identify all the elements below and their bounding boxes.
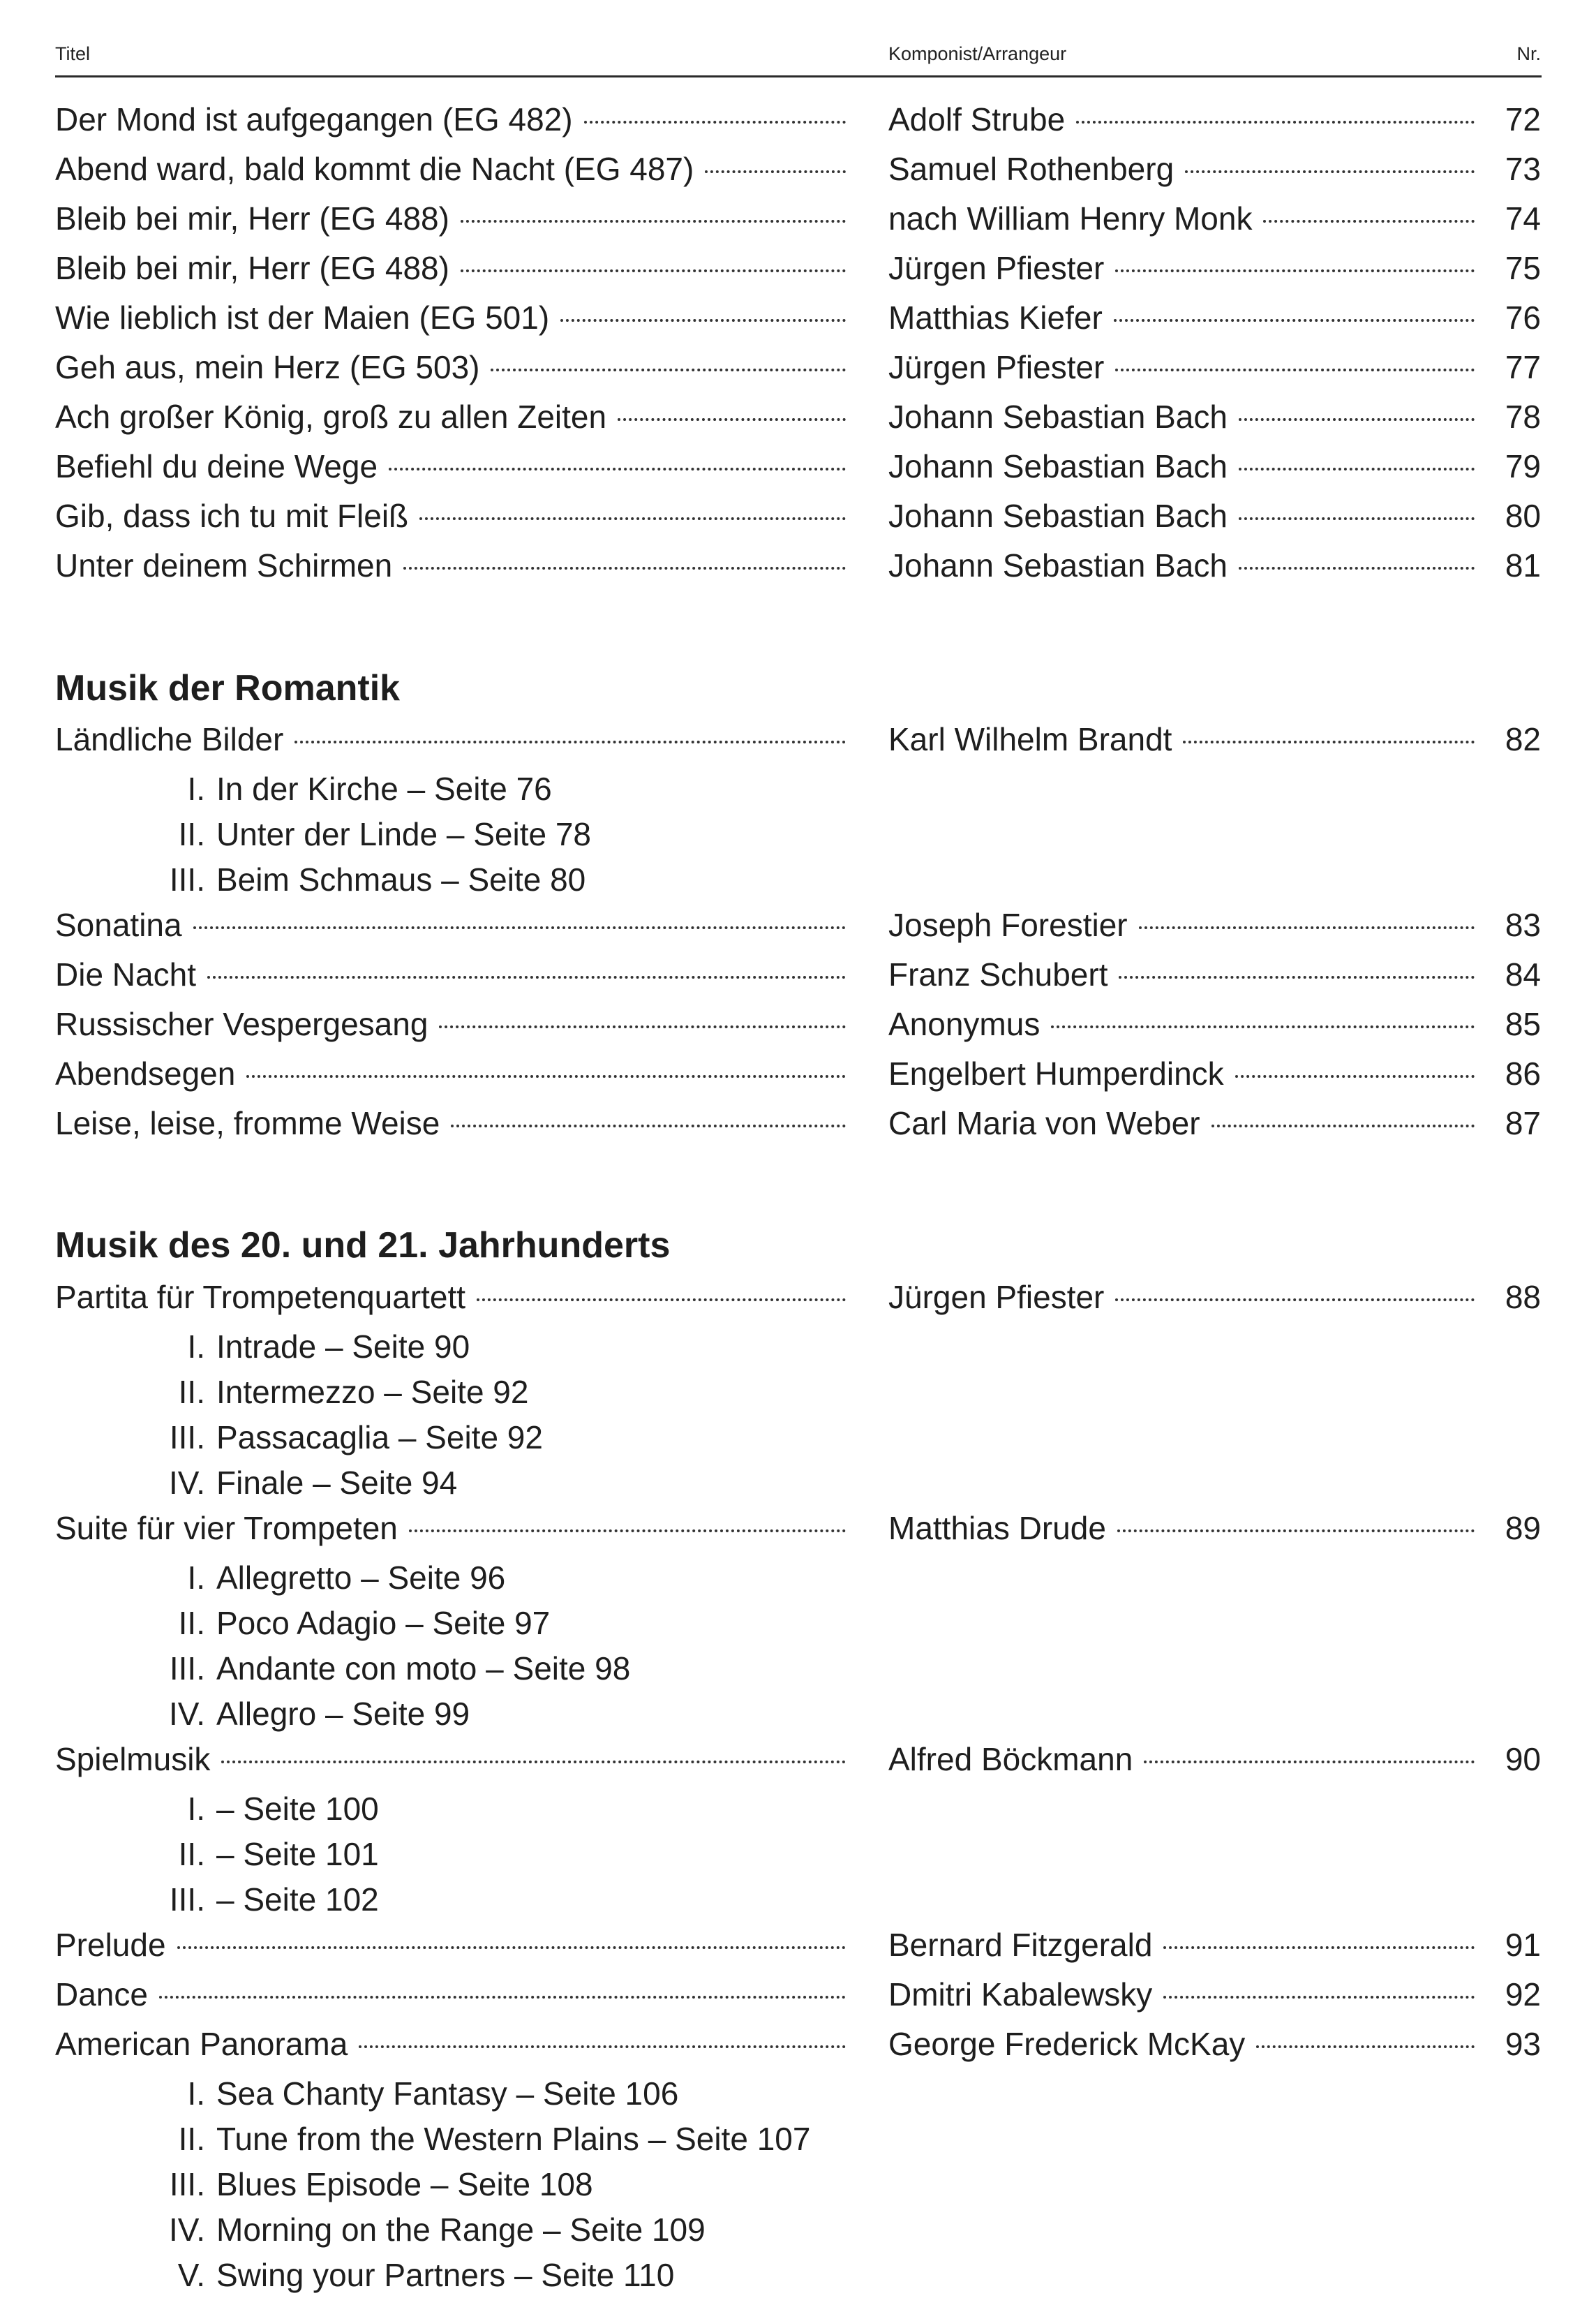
leader-dots [618, 418, 846, 421]
movement-item [0, 1462, 1596, 1504]
movement-text: Finale – Seite 94 [216, 1465, 458, 1501]
leader-dots [1119, 976, 1475, 979]
entry-title: Geh aus, mein Herz (EG 503) [55, 349, 480, 385]
leader-dots [1115, 269, 1475, 272]
entry-number: 91 [1505, 1927, 1541, 1963]
entry-number: 90 [1505, 1741, 1541, 1777]
movement-item [0, 2163, 1596, 2205]
entry-title: Gib, dass ich tu mit Fleiß [55, 498, 409, 534]
movement-number: II. [178, 2121, 205, 2157]
leader-dots [1076, 121, 1475, 124]
toc-entry [0, 2023, 1596, 2065]
leader-dots [584, 121, 846, 124]
movement-text: – Seite 100 [216, 1791, 379, 1827]
leader-dots [1115, 369, 1475, 371]
movement-item [0, 1326, 1596, 1368]
movement-number: I. [187, 2075, 205, 2112]
movement-item [0, 1693, 1596, 1735]
column-header-title: Titel [55, 43, 91, 64]
movement-number: I. [187, 1791, 205, 1827]
leader-dots [159, 1996, 846, 1999]
entry-composer: Alfred Böckmann [888, 1741, 1133, 1777]
entry-number: 89 [1505, 1510, 1541, 1546]
entry-title: Dance [55, 1976, 148, 2013]
leader-dots [1163, 1946, 1475, 1949]
entry-number: 83 [1505, 907, 1541, 943]
movement-text: Swing your Partners – Seite 110 [216, 2257, 675, 2293]
entry-composer: Jürgen Pfiester [888, 250, 1105, 286]
toc-entry [0, 1507, 1596, 1549]
entry-title: Abendsegen [55, 1055, 236, 1092]
leader-dots [403, 567, 846, 570]
movement-item [0, 2118, 1596, 2160]
movement-item [0, 1371, 1596, 1413]
entry-number: 81 [1505, 547, 1541, 584]
entry-composer: Johann Sebastian Bach [888, 547, 1228, 584]
movement-item [0, 1878, 1596, 1920]
movement-item [0, 813, 1596, 855]
entry-number: 87 [1505, 1105, 1541, 1141]
leader-dots [1211, 1125, 1475, 1127]
toc-entry [0, 718, 1596, 760]
toc-entry [0, 247, 1596, 289]
entry-title: Suite für vier Trompeten [55, 1510, 398, 1546]
movement-number: III. [169, 861, 205, 898]
entry-number: 73 [1505, 151, 1541, 187]
movement-text: Passacaglia – Seite 92 [216, 1419, 543, 1455]
movement-text: Allegro – Seite 99 [216, 1696, 470, 1732]
leader-dots [193, 926, 846, 929]
entry-composer: Dmitri Kabalewsky [888, 1976, 1153, 2013]
movement-number: IV. [168, 1696, 205, 1732]
leader-dots [461, 269, 846, 272]
movement-number: I. [187, 1328, 205, 1365]
toc-entry [0, 1053, 1596, 1095]
toc-entry [0, 1738, 1596, 1780]
entry-number: 77 [1505, 349, 1541, 385]
movement-number: II. [178, 1374, 205, 1410]
entry-title: Die Nacht [55, 956, 196, 993]
entry-title: Bleib bei mir, Herr (EG 488) [55, 200, 449, 237]
entry-composer: Matthias Kiefer [888, 299, 1103, 336]
toc-entry [0, 495, 1596, 537]
movement-text: Intrade – Seite 90 [216, 1328, 470, 1365]
leader-dots [246, 1075, 846, 1078]
leader-dots [1239, 468, 1475, 470]
movement-number: III. [169, 1650, 205, 1687]
entry-title: Leise, leise, fromme Weise [55, 1105, 440, 1141]
section-heading-modern: Musik des 20. und 21. Jahrhunderts [55, 1225, 671, 1266]
movement-text: Morning on the Range – Seite 109 [216, 2211, 706, 2248]
entry-number: 85 [1505, 1006, 1541, 1042]
movement-text: Unter der Linde – Seite 78 [216, 816, 592, 852]
toc-entry [0, 445, 1596, 487]
movement-item [0, 2254, 1596, 2296]
leader-dots [461, 220, 846, 223]
entry-composer: Matthias Drude [888, 1510, 1106, 1546]
leader-dots [294, 741, 846, 743]
movement-item [0, 2209, 1596, 2251]
movement-number: I. [187, 1559, 205, 1596]
movement-text: – Seite 102 [216, 1881, 379, 1918]
entry-title: Unter deinem Schirmen [55, 547, 393, 584]
leader-dots [359, 2045, 846, 2048]
movement-text: Beim Schmaus – Seite 80 [216, 861, 586, 898]
entry-number: 92 [1505, 1976, 1541, 2013]
entry-composer: George Frederick McKay [888, 2026, 1246, 2062]
movement-item [0, 1833, 1596, 1875]
movement-number: III. [169, 1419, 205, 1455]
movement-item [0, 1647, 1596, 1689]
entry-title: Ländliche Bilder [55, 721, 284, 757]
entry-composer: Carl Maria von Weber [888, 1105, 1200, 1141]
entry-number: 76 [1505, 299, 1541, 336]
entry-composer: Engelbert Humperdinck [888, 1055, 1224, 1092]
column-header-composer: Komponist/Arrangeur [888, 43, 1067, 64]
leader-dots [1114, 319, 1475, 322]
leader-dots [1239, 517, 1475, 520]
movement-text: – Seite 101 [216, 1836, 379, 1872]
entry-composer: Johann Sebastian Bach [888, 399, 1228, 435]
entry-number: 79 [1505, 448, 1541, 484]
entry-title: Spielmusik [55, 1741, 211, 1777]
toc-entry [0, 954, 1596, 995]
entry-composer: nach William Henry Monk [888, 200, 1253, 237]
leader-dots [1117, 1529, 1475, 1532]
movement-number: II. [178, 1836, 205, 1872]
entry-composer: Franz Schubert [888, 956, 1108, 993]
toc-entry [0, 1102, 1596, 1144]
entry-composer: Johann Sebastian Bach [888, 498, 1228, 534]
toc-entry [0, 98, 1596, 140]
leader-dots [389, 468, 846, 470]
movement-item [0, 1788, 1596, 1830]
toc-entry [0, 297, 1596, 339]
leader-dots [221, 1761, 846, 1763]
movement-number: III. [169, 2166, 205, 2202]
leader-dots [207, 976, 846, 979]
column-header-number: Nr. [1516, 43, 1541, 64]
entry-number: 86 [1505, 1055, 1541, 1092]
entry-title: Der Mond ist aufgegangen (EG 482) [55, 101, 573, 138]
entry-title: Russischer Vespergesang [55, 1006, 428, 1042]
movement-item [0, 2073, 1596, 2114]
entry-title: American Panorama [55, 2026, 348, 2062]
entry-composer: Anonymus [888, 1006, 1041, 1042]
movement-number: II. [178, 816, 205, 852]
movement-item [0, 1416, 1596, 1458]
movement-item [0, 768, 1596, 810]
entry-title: Prelude [55, 1927, 166, 1963]
movement-item [0, 1602, 1596, 1644]
toc-entry [0, 396, 1596, 438]
toc-entry [0, 1924, 1596, 1966]
entry-composer: Johann Sebastian Bach [888, 448, 1228, 484]
leader-dots [477, 1298, 846, 1301]
movement-number: III. [169, 1881, 205, 1918]
entry-composer: Samuel Rothenberg [888, 151, 1174, 187]
leader-dots [451, 1125, 846, 1127]
header-rule [55, 75, 1542, 77]
movement-text: Blues Episode – Seite 108 [216, 2166, 593, 2202]
entry-title: Abend ward, bald kommt die Nacht (EG 487) [55, 151, 694, 187]
toc-entry [0, 198, 1596, 239]
leader-dots [177, 1946, 846, 1949]
toc-entry [0, 904, 1596, 946]
entry-composer: Adolf Strube [888, 101, 1066, 138]
entry-title: Partita für Trompetenquartett [55, 1279, 466, 1315]
movement-number: IV. [168, 2211, 205, 2248]
toc-entry [0, 148, 1596, 190]
toc-entry [0, 544, 1596, 586]
leader-dots [1239, 418, 1475, 421]
entry-number: 74 [1505, 200, 1541, 237]
leader-dots [491, 369, 846, 371]
movement-text: Allegretto – Seite 96 [216, 1559, 506, 1596]
entry-title: Bleib bei mir, Herr (EG 488) [55, 250, 449, 286]
movement-text: Intermezzo – Seite 92 [216, 1374, 529, 1410]
movement-item [0, 859, 1596, 901]
entry-composer: Jürgen Pfiester [888, 349, 1105, 385]
movement-number: IV. [168, 1465, 205, 1501]
leader-dots [1256, 2045, 1475, 2048]
leader-dots [560, 319, 846, 322]
entry-title: Wie lieblich ist der Maien (EG 501) [55, 299, 550, 336]
leader-dots [439, 1025, 846, 1028]
entry-composer: Joseph Forestier [888, 907, 1128, 943]
toc-entry [0, 1276, 1596, 1318]
entry-composer: Bernard Fitzgerald [888, 1927, 1153, 1963]
leader-dots [1163, 1996, 1475, 1999]
toc-entry [0, 346, 1596, 388]
toc-entry [0, 1003, 1596, 1045]
section-heading-romantik: Musik der Romantik [55, 668, 401, 709]
movement-text: In der Kirche – Seite 76 [216, 771, 552, 807]
entry-number: 88 [1505, 1279, 1541, 1315]
leader-dots [1139, 926, 1475, 929]
entry-number: 78 [1505, 399, 1541, 435]
leader-dots [1051, 1025, 1475, 1028]
entry-composer: Karl Wilhelm Brandt [888, 721, 1172, 757]
entry-composer: Jürgen Pfiester [888, 1279, 1105, 1315]
movement-text: Sea Chanty Fantasy – Seite 106 [216, 2075, 679, 2112]
leader-dots [1183, 741, 1475, 743]
leader-dots [1185, 170, 1475, 173]
movement-item [0, 1557, 1596, 1599]
leader-dots [1263, 220, 1475, 223]
entry-number: 84 [1505, 956, 1541, 993]
movement-text: Tune from the Western Plains – Seite 107 [216, 2121, 811, 2157]
entry-number: 93 [1505, 2026, 1541, 2062]
leader-dots [1144, 1761, 1475, 1763]
leader-dots [1235, 1075, 1475, 1078]
leader-dots [705, 170, 846, 173]
entry-number: 72 [1505, 101, 1541, 138]
entry-title: Sonatina [55, 907, 182, 943]
leader-dots [409, 1529, 846, 1532]
leader-dots [1115, 1298, 1475, 1301]
leader-dots [419, 517, 846, 520]
movement-text: Andante con moto – Seite 98 [216, 1650, 631, 1687]
entry-number: 80 [1505, 498, 1541, 534]
movement-number: I. [187, 771, 205, 807]
movement-number: V. [177, 2257, 205, 2293]
entry-number: 82 [1505, 721, 1541, 757]
movement-number: II. [178, 1605, 205, 1641]
movement-text: Poco Adagio – Seite 97 [216, 1605, 551, 1641]
entry-number: 75 [1505, 250, 1541, 286]
toc-entry [0, 1973, 1596, 2015]
entry-title: Befiehl du deine Wege [55, 448, 378, 484]
entry-title: Ach großer König, groß zu allen Zeiten [55, 399, 607, 435]
leader-dots [1239, 567, 1475, 570]
